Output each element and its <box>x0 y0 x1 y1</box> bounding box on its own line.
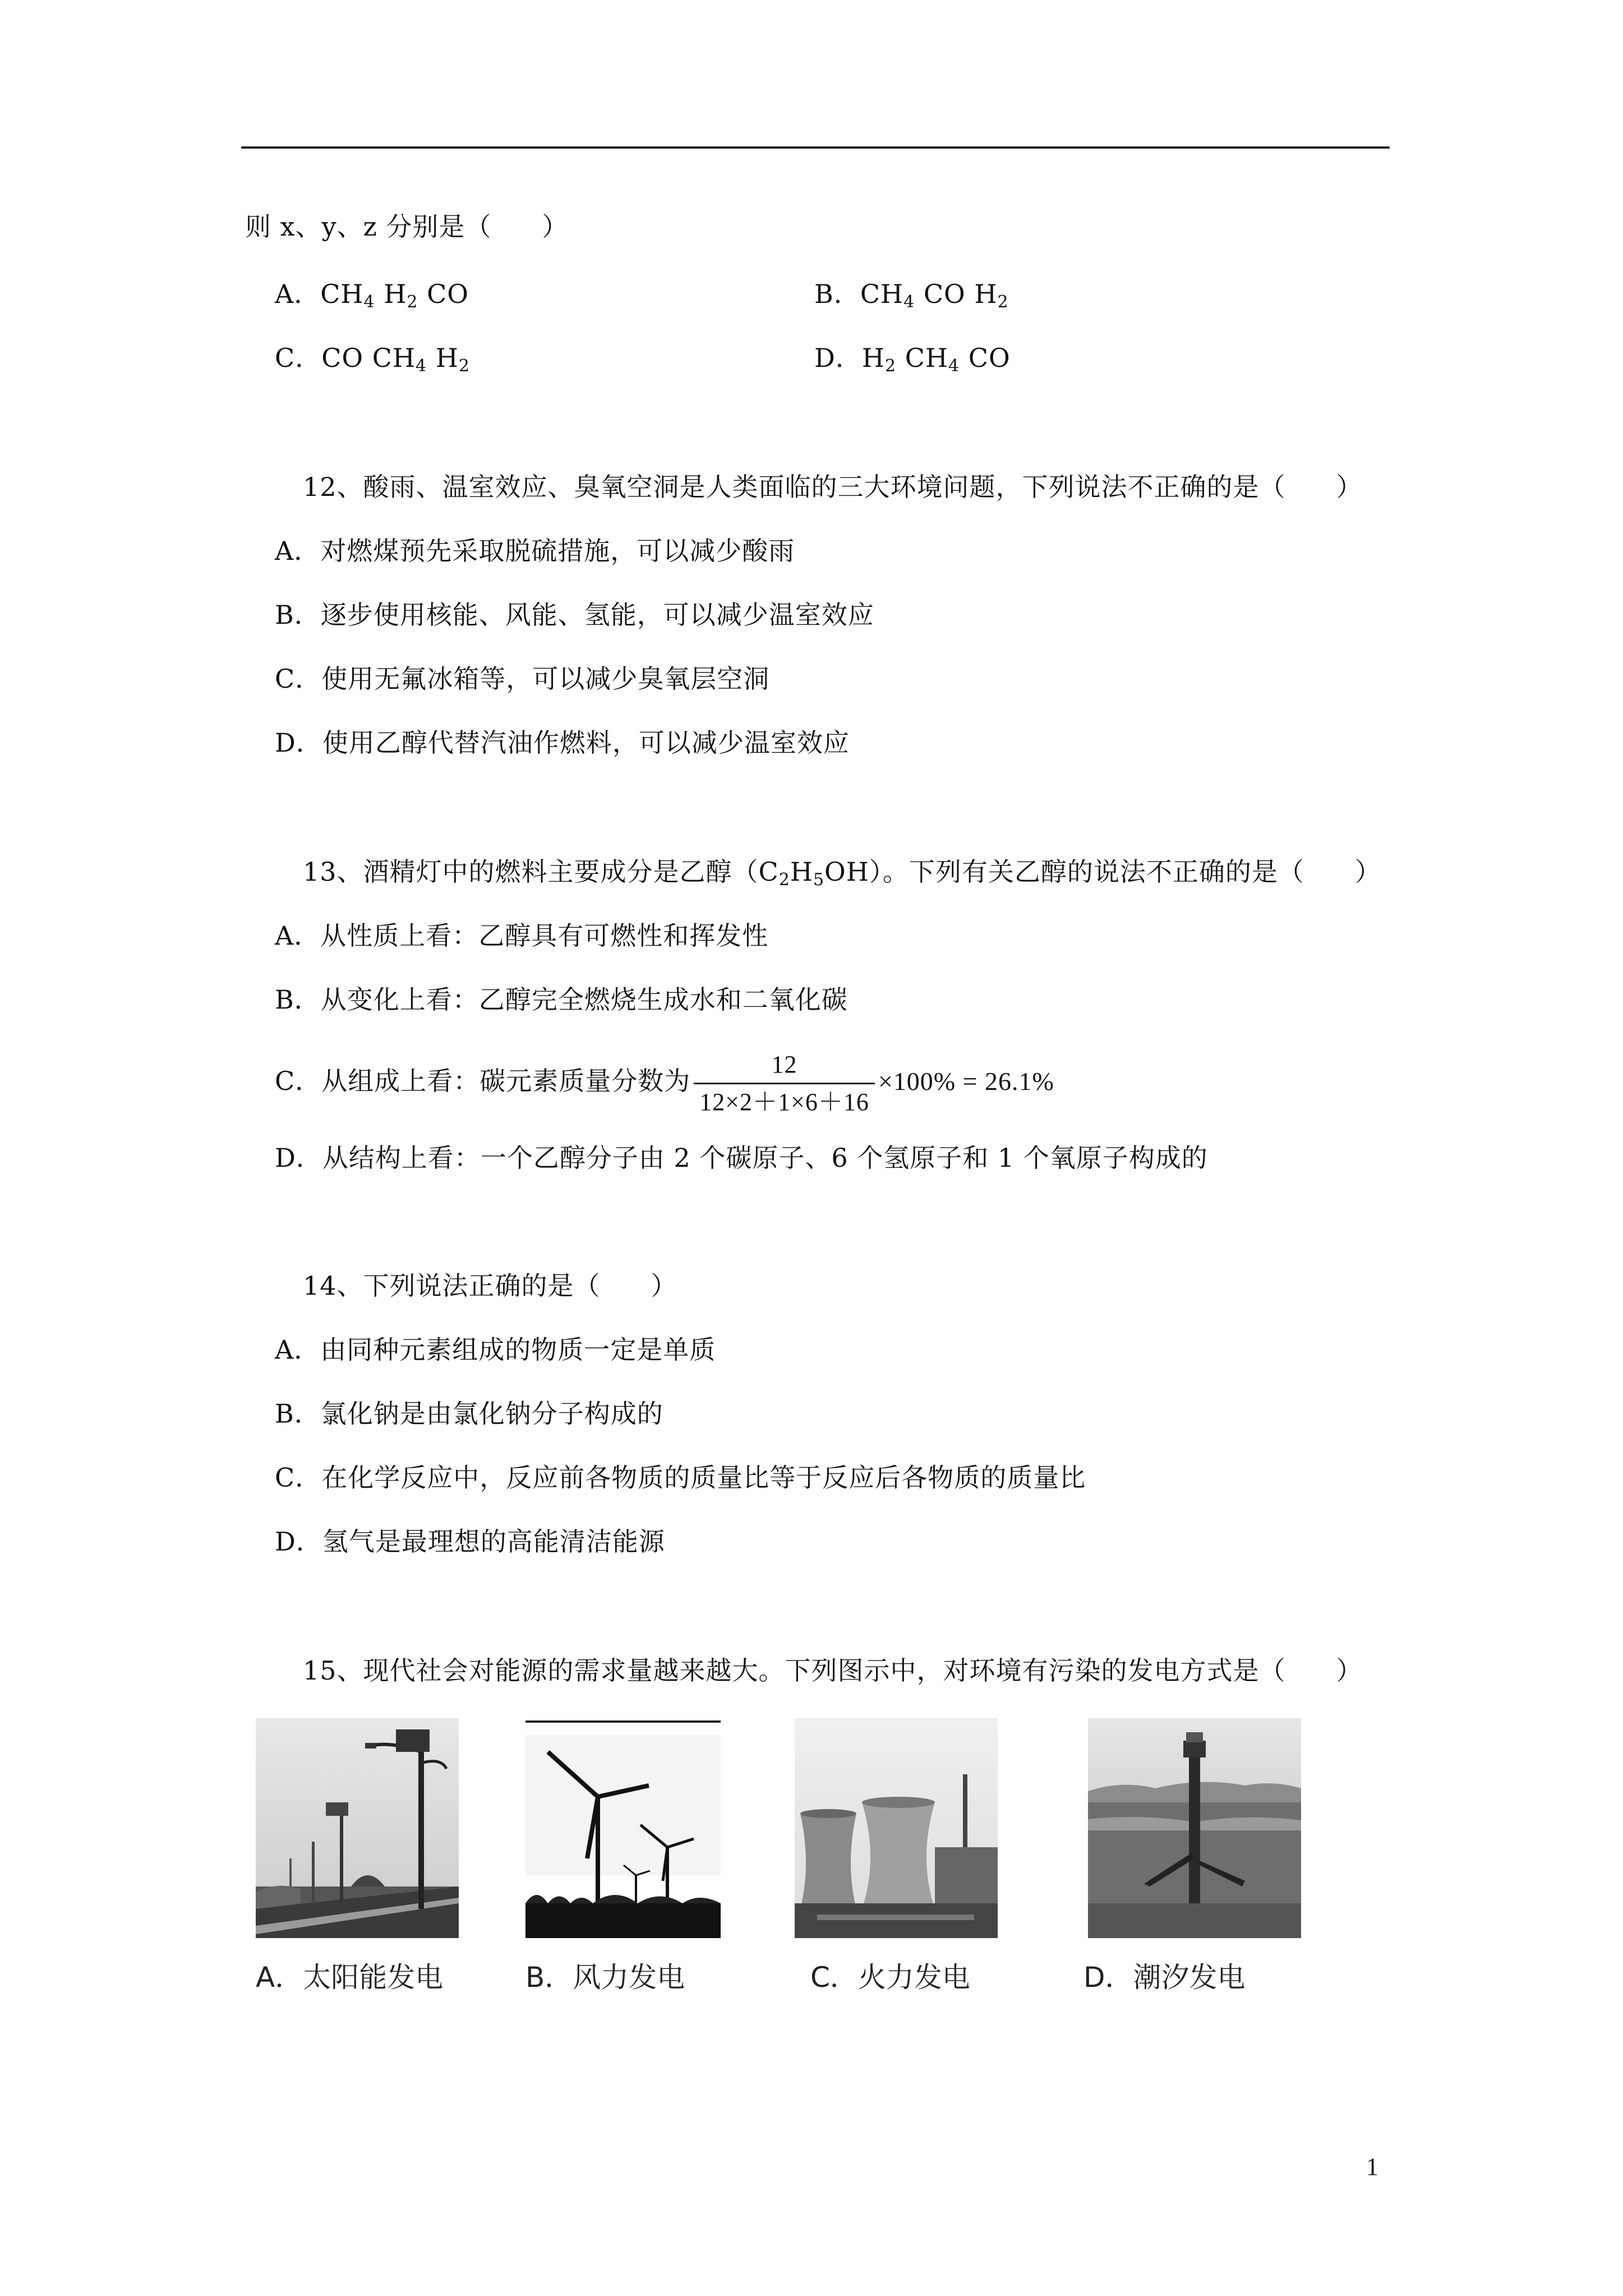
q12-option-b: B．逐步使用核能、风能、氢能，可以减少温室效应 <box>275 600 874 630</box>
q11-option-b: B．$CH_4$ CO $H_2$ <box>814 279 1009 312</box>
q11-stem: 则 x、y、z 分别是（ ） <box>245 211 569 242</box>
q11-option-c: C．CO $CH_4$ $H_2$ <box>275 343 470 376</box>
caption-wind: B．风力发电 <box>525 1961 685 1994</box>
header-rule <box>241 146 1390 149</box>
tidal-power-image <box>1088 1718 1301 1938</box>
q13-option-d: D．从结构上看：一个乙醇分子由 2 个碳原子、6 个氢原子和 1 个氧原子构成的 <box>275 1143 1208 1173</box>
q12-stem: 12、酸雨、温室效应、臭氧空洞是人类面临的三大环境问题，下列说法不正确的是（ ） <box>303 472 1363 502</box>
fraction-denominator: 12×2＋1×6＋16 <box>699 1088 869 1116</box>
q13-option-b: B．从变化上看：乙醇完全燃烧生成水和二氧化碳 <box>275 984 848 1015</box>
mass-fraction-formula <box>694 1049 875 1118</box>
q13-option-a: A．从性质上看：乙醇具有可燃性和挥发性 <box>275 921 769 951</box>
q12-option-a: A．对燃煤预先采取脱硫措施，可以减少酸雨 <box>275 536 795 566</box>
q11-option-d: D．$H_2$ $CH_4$ CO <box>814 343 1011 376</box>
thermal-power-image <box>795 1718 998 1938</box>
q14-stem: 14、下列说法正确的是（ ） <box>303 1271 677 1301</box>
q14-option-d: D．氢气是最理想的高能清洁能源 <box>275 1526 665 1557</box>
q14-option-a: A．由同种元素组成的物质一定是单质 <box>275 1335 716 1365</box>
q11-option-a: A．$CH_4$ $H_2$ CO <box>275 279 469 312</box>
q12-option-d: D．使用乙醇代替汽油作燃料，可以减少温室效应 <box>275 728 850 758</box>
q15-stem: 15、现代社会对能源的需求量越来越大。下列图示中，对环境有污染的发电方式是（ ） <box>303 1655 1363 1686</box>
q13-option-c: C．从组成上看：碳元素质量分数为 $\frac{12}{12\times 2+1\times 6+16}$ ×100% = 26.1% <box>275 1045 1054 1118</box>
solar-power-image <box>256 1718 459 1938</box>
q14-option-c: C．在化学反应中，反应前各物质的质量比等于反应后各物质的质量比 <box>275 1462 1086 1493</box>
caption-solar: A．太阳能发电 <box>256 1961 444 1994</box>
wind-power-image <box>525 1718 721 1938</box>
q14-option-b: B．氯化钠是由氯化钠分子构成的 <box>275 1398 663 1429</box>
fraction-numerator: 12 <box>694 1049 875 1084</box>
page-number: 1 <box>1366 2153 1378 2180</box>
fraction-result: ×100% = 26.1% <box>878 1067 1054 1096</box>
caption-tidal: D．潮汐发电 <box>1083 1961 1246 1994</box>
caption-thermal: C．火力发电 <box>810 1961 970 1994</box>
q13-stem: 13、酒精灯中的燃料主要成分是乙醇$(C_2H_5OH)$。下列有关乙醇的说法不正确的是（ ） <box>303 857 1381 890</box>
q12-option-c: C．使用无氟冰箱等，可以减少臭氧层空洞 <box>275 664 770 694</box>
